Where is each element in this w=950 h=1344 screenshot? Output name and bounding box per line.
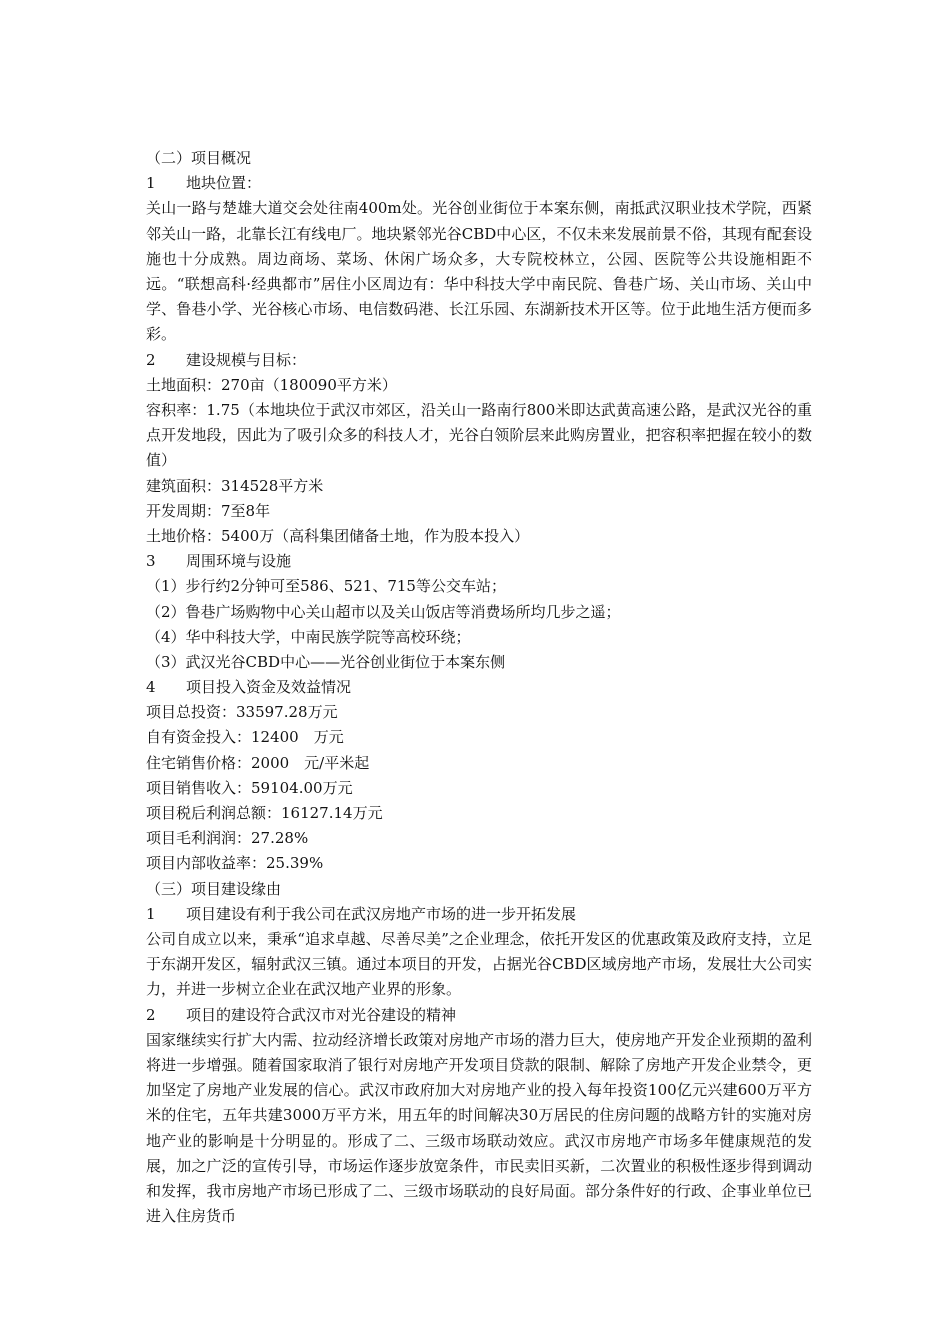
sale-price-line: 住宅销售价格：2000 元/平米起 xyxy=(146,753,370,772)
facility-line: （2）鲁巷广场购物中心关山超市以及关山饭店等消费场所均几步之遥； xyxy=(146,602,621,621)
plot-ratio-paragraph: 容积率：1.75（本地块位于武汉市郊区，沿关山一路南行800米即达武黄高速公路，是武汉光谷的重点开发地段，因此为了吸引众多的科技人才，光谷白领阶层来此购房置业，把容积率把握在较小的数值） xyxy=(146,400,812,470)
item-number: 1 xyxy=(146,174,156,193)
dev-period-line: 开发周期：7至8年 xyxy=(146,501,271,520)
total-investment-line: 项目总投资：33597.28万元 xyxy=(146,703,338,722)
land-price-line: 土地价格：5400万（高科集团储备土地，作为股本投入） xyxy=(146,526,530,545)
item-number: 2 xyxy=(146,350,156,369)
section-heading-construction-reasons: （三）项目建设缘由 xyxy=(146,879,282,898)
item-title: 项目建设有利于我公司在武汉房地产市场的进一步开拓发展 xyxy=(186,904,577,923)
item-number: 3 xyxy=(146,552,156,571)
section-heading-project-overview: （二）项目概况 xyxy=(146,149,252,167)
document-body xyxy=(146,146,812,1229)
irr-line: 项目内部收益率：25.39% xyxy=(146,854,324,873)
building-area-line: 建筑面积：314528平方米 xyxy=(146,476,324,495)
item-heading-scale xyxy=(146,348,812,373)
item-heading-reason-1 xyxy=(146,902,812,927)
item-title: 地块位置： xyxy=(186,174,262,193)
item-number: 1 xyxy=(146,904,156,923)
facility-line: （1）步行约2分钟可至586、521、715等公交车站； xyxy=(146,577,506,596)
company-paragraph: 公司自成立以来，秉承“追求卓越、尽善尽美”之企业理念，依托开发区的优惠政策及政府支持，立足于东湖开发区，辐射武汉三镇。通过本项目的开发，占据光谷CBD区域房地产市场，发展壮大公司实力，并进一步树立企业在武汉地产业界的形象。 xyxy=(146,929,812,999)
item-heading-environment xyxy=(146,549,812,574)
item-heading-reason-2 xyxy=(146,1003,812,1028)
gross-margin-line: 项目毛利润润：27.28% xyxy=(146,829,309,848)
facility-line: （4）华中科技大学，中南民族学院等高校环绕； xyxy=(146,627,471,646)
own-capital-line: 自有资金投入：12400 万元 xyxy=(146,728,344,747)
sales-revenue-line: 项目销售收入：59104.00万元 xyxy=(146,778,353,797)
item-number: 4 xyxy=(146,678,156,697)
land-area-line: 土地面积：270亩（180090平方米） xyxy=(146,375,397,394)
net-profit-line: 项目税后利润总额：16127.14万元 xyxy=(146,804,383,823)
item-title: 项目投入资金及效益情况 xyxy=(186,678,352,697)
location-paragraph: 关山一路与楚雄大道交会处往南400m处。光谷创业街位于本案东侧，南抵武汉职业技术学院，西紧邻关山一路，北靠长江有线电厂。地块紧邻光谷CBD中心区，不仅未来发展前景不俗，其现有配套设施也十分成熟。周边商场、菜场、休闲广场众多，大专院校林立，公园、医院等公共设施相距不远。“联想高科·经典都市”居住小区周边有：华中科技大学中南民院、鲁巷广场、关山市场、关山中学、鲁巷小学、光谷核心市场、电信数码港、长江乐园、东湖新技术开区等。位于此地生活方便而多彩。 xyxy=(146,199,812,344)
item-title: 周围环境与设施 xyxy=(186,552,292,571)
item-title: 建设规模与目标： xyxy=(186,350,307,369)
policy-paragraph: 国家继续实行扩大内需、拉动经济增长政策对房地产市场的潜力巨大，使房地产开发企业预期的盈利将进一步增强。随着国家取消了银行对房地产开发项目贷款的限制、解除了房地产开发企业禁令，更加坚定了房地产业发展的信心。武汉市政府加大对房地产业的投入每年投资100亿元兴建600万平方米的住宅，五年共建3000万平方米，用五年的时间解决30万居民的住房问题的战略方针的实施对房地产业的影响是十分明显的。形成了二、三级市场联动效应。武汉市房地产市场多年健康规范的发展，加之广泛的宣传引导，市场运作逐步放宽条件，市民卖旧买新，二次置业的积极性逐步得到调动和发挥，我市房地产市场已形成了二、三级市场联动的良好局面。部分条件好的行政、企事业单位已进入住房货币 xyxy=(146,1030,812,1226)
item-heading-investment xyxy=(146,675,812,700)
item-heading-location xyxy=(146,171,812,196)
item-number: 2 xyxy=(146,1005,156,1024)
item-title: 项目的建设符合武汉市对光谷建设的精神 xyxy=(186,1005,457,1024)
facility-line: （3）武汉光谷CBD中心——光谷创业街位于本案东侧 xyxy=(146,652,506,671)
